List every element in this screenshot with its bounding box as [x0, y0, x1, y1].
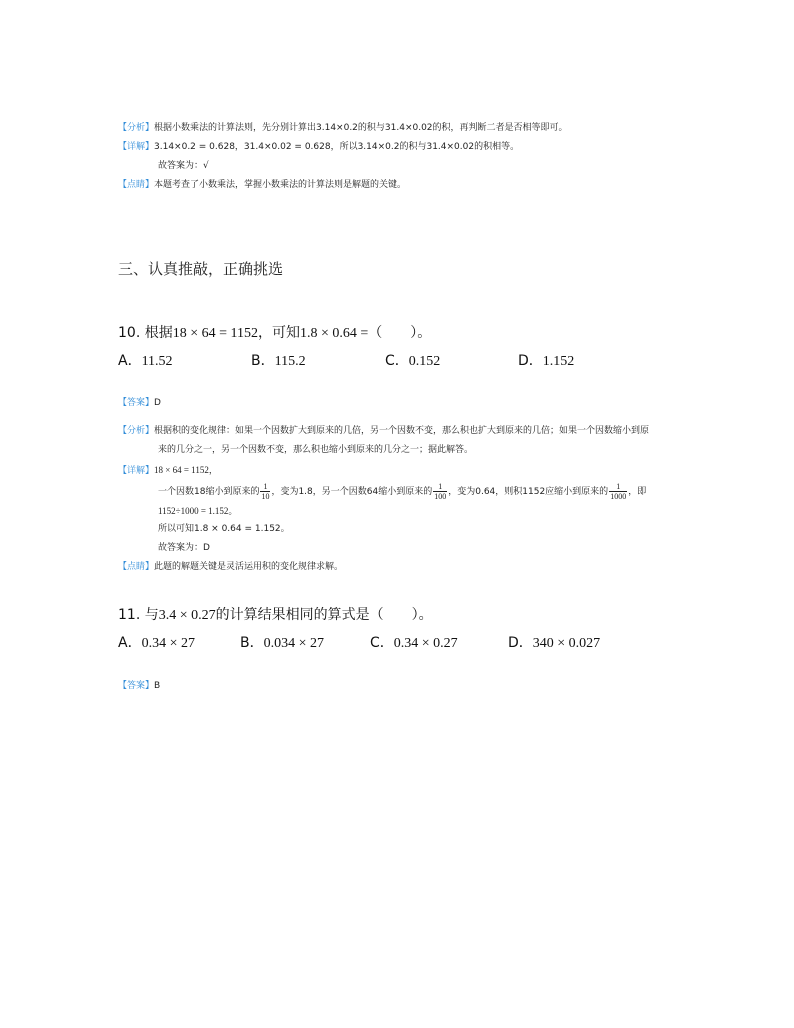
answer-tag: 【答案】: [118, 681, 155, 691]
explanation-line-1: 18 × 64 = 1152，: [154, 465, 218, 475]
option-label: B．: [240, 635, 264, 651]
explanation-line-5: 故答案为：D: [158, 543, 210, 553]
key-point-tag: 【点睛】: [118, 562, 155, 572]
q11-option-c[interactable]: [370, 632, 458, 652]
question-10: [118, 322, 431, 342]
q10-answer-row: [118, 397, 161, 409]
q11-suffix: 的计算结果相同的算式是（ ）。: [215, 607, 433, 623]
analysis-text: 根据小数乘法的计算法则，先分别计算出3.14×0.2的积与31.4×0.02的积，再判断二者是否相等即可。: [154, 123, 568, 133]
option-label: A．: [118, 635, 142, 651]
explanation-text: 3.14×0.2 = 0.628，31.4×0.02 = 0.628，所以3.14×0.2的积与31.4×0.02的积相等。: [154, 142, 520, 152]
option-value: 0.034 × 27: [263, 636, 325, 651]
q11-option-a[interactable]: [118, 632, 195, 652]
option-value: 0.152: [408, 354, 441, 369]
option-label: D．: [518, 353, 543, 369]
fraction-1-1000: [609, 482, 627, 501]
explanation-tag: 【详解】: [118, 142, 155, 152]
explanation-tag: 【详解】: [118, 466, 155, 476]
key-point-tag: 【点睛】: [118, 180, 155, 190]
question-11: [118, 604, 433, 624]
q10-suffix: （ ）。: [368, 325, 432, 341]
q10-option-b[interactable]: [251, 350, 306, 370]
explanation-line-3: 1152÷1000 = 1.152。: [158, 506, 238, 516]
fraction-numerator: 1: [609, 482, 627, 492]
q10-mid: ，可知: [258, 325, 300, 341]
explanation-line-4: 所以可知1.8 × 0.64 = 1.152。: [158, 524, 290, 534]
q10-prefix: 10. 根据: [118, 325, 173, 341]
explanation-text: 一个因数18缩小到原来的: [158, 487, 260, 497]
q10-analysis-row: [118, 425, 649, 437]
answer-line: 故答案为：√: [158, 161, 209, 171]
option-label: B．: [251, 353, 275, 369]
fraction-numerator: 1: [433, 482, 447, 492]
q11-prefix: 11. 与: [118, 607, 159, 623]
fraction-1-100: [433, 482, 447, 501]
option-value: 0.34 × 0.27: [393, 636, 458, 651]
explanation-text: ，变为0.64，则积1152应缩小到原来的: [448, 487, 609, 497]
option-value: 115.2: [274, 354, 306, 369]
q11-option-b[interactable]: [240, 632, 324, 652]
q10-formula: 18 × 64 = 1152: [172, 326, 258, 341]
q11-option-d[interactable]: [508, 632, 600, 652]
key-point-text: 此题的解题关键是灵活运用积的变化规律求解。: [154, 562, 344, 572]
analysis-text-line-2: 来的几分之一，另一个因数不变，那么积也缩小到原来的几分之一；据此解答。: [158, 445, 474, 455]
option-value: 1.152: [542, 354, 575, 369]
fraction-denominator: 1000: [610, 492, 627, 501]
fraction-numerator: 1: [260, 482, 270, 492]
q10-option-d[interactable]: [518, 350, 574, 370]
option-label: C．: [370, 635, 394, 651]
explanation-text: ，即: [628, 487, 647, 497]
analysis-tag: 【分析】: [118, 426, 155, 436]
q10-formula2: 1.8 × 0.64 =: [300, 326, 369, 341]
analysis-tag: 【分析】: [118, 123, 155, 133]
option-label: A．: [118, 353, 142, 369]
fraction-1-10: [260, 482, 270, 501]
q11-formula: 3.4 × 0.27: [158, 608, 216, 623]
fraction-denominator: 100: [434, 492, 447, 501]
option-label: D．: [508, 635, 533, 651]
section-title: 三、认真推敲，正确挑选: [118, 260, 284, 278]
option-value: 11.52: [141, 354, 173, 369]
key-point-row: [118, 179, 406, 191]
option-value: 0.34 × 27: [141, 636, 195, 651]
fraction-denominator: 10: [261, 492, 270, 501]
analysis-row: [118, 122, 568, 134]
explanation-line-2: [158, 482, 646, 502]
explanation-text: ，变为1.8，另一个因数64缩小到原来的: [271, 487, 433, 497]
q10-option-c[interactable]: [385, 350, 440, 370]
explanation-row: [118, 141, 519, 153]
answer-tag: 【答案】: [118, 398, 155, 408]
q10-answer: D: [154, 398, 161, 408]
q10-option-a[interactable]: [118, 350, 173, 370]
q11-answer: B: [154, 681, 161, 691]
q10-key-point-row: [118, 561, 343, 573]
analysis-text-line-1: 根据积的变化规律：如果一个因数扩大到原来的几倍，另一个因数不变，那么积也扩大到原来的几倍；如果一个因数缩小到原: [154, 426, 650, 436]
option-value: 340 × 0.027: [532, 636, 601, 651]
option-label: C．: [385, 353, 409, 369]
key-point-text: 本题考查了小数乘法，掌握小数乘法的计算法则是解题的关键。: [154, 180, 407, 190]
q11-answer-row: [118, 680, 160, 692]
q10-explanation-row: [118, 464, 218, 477]
